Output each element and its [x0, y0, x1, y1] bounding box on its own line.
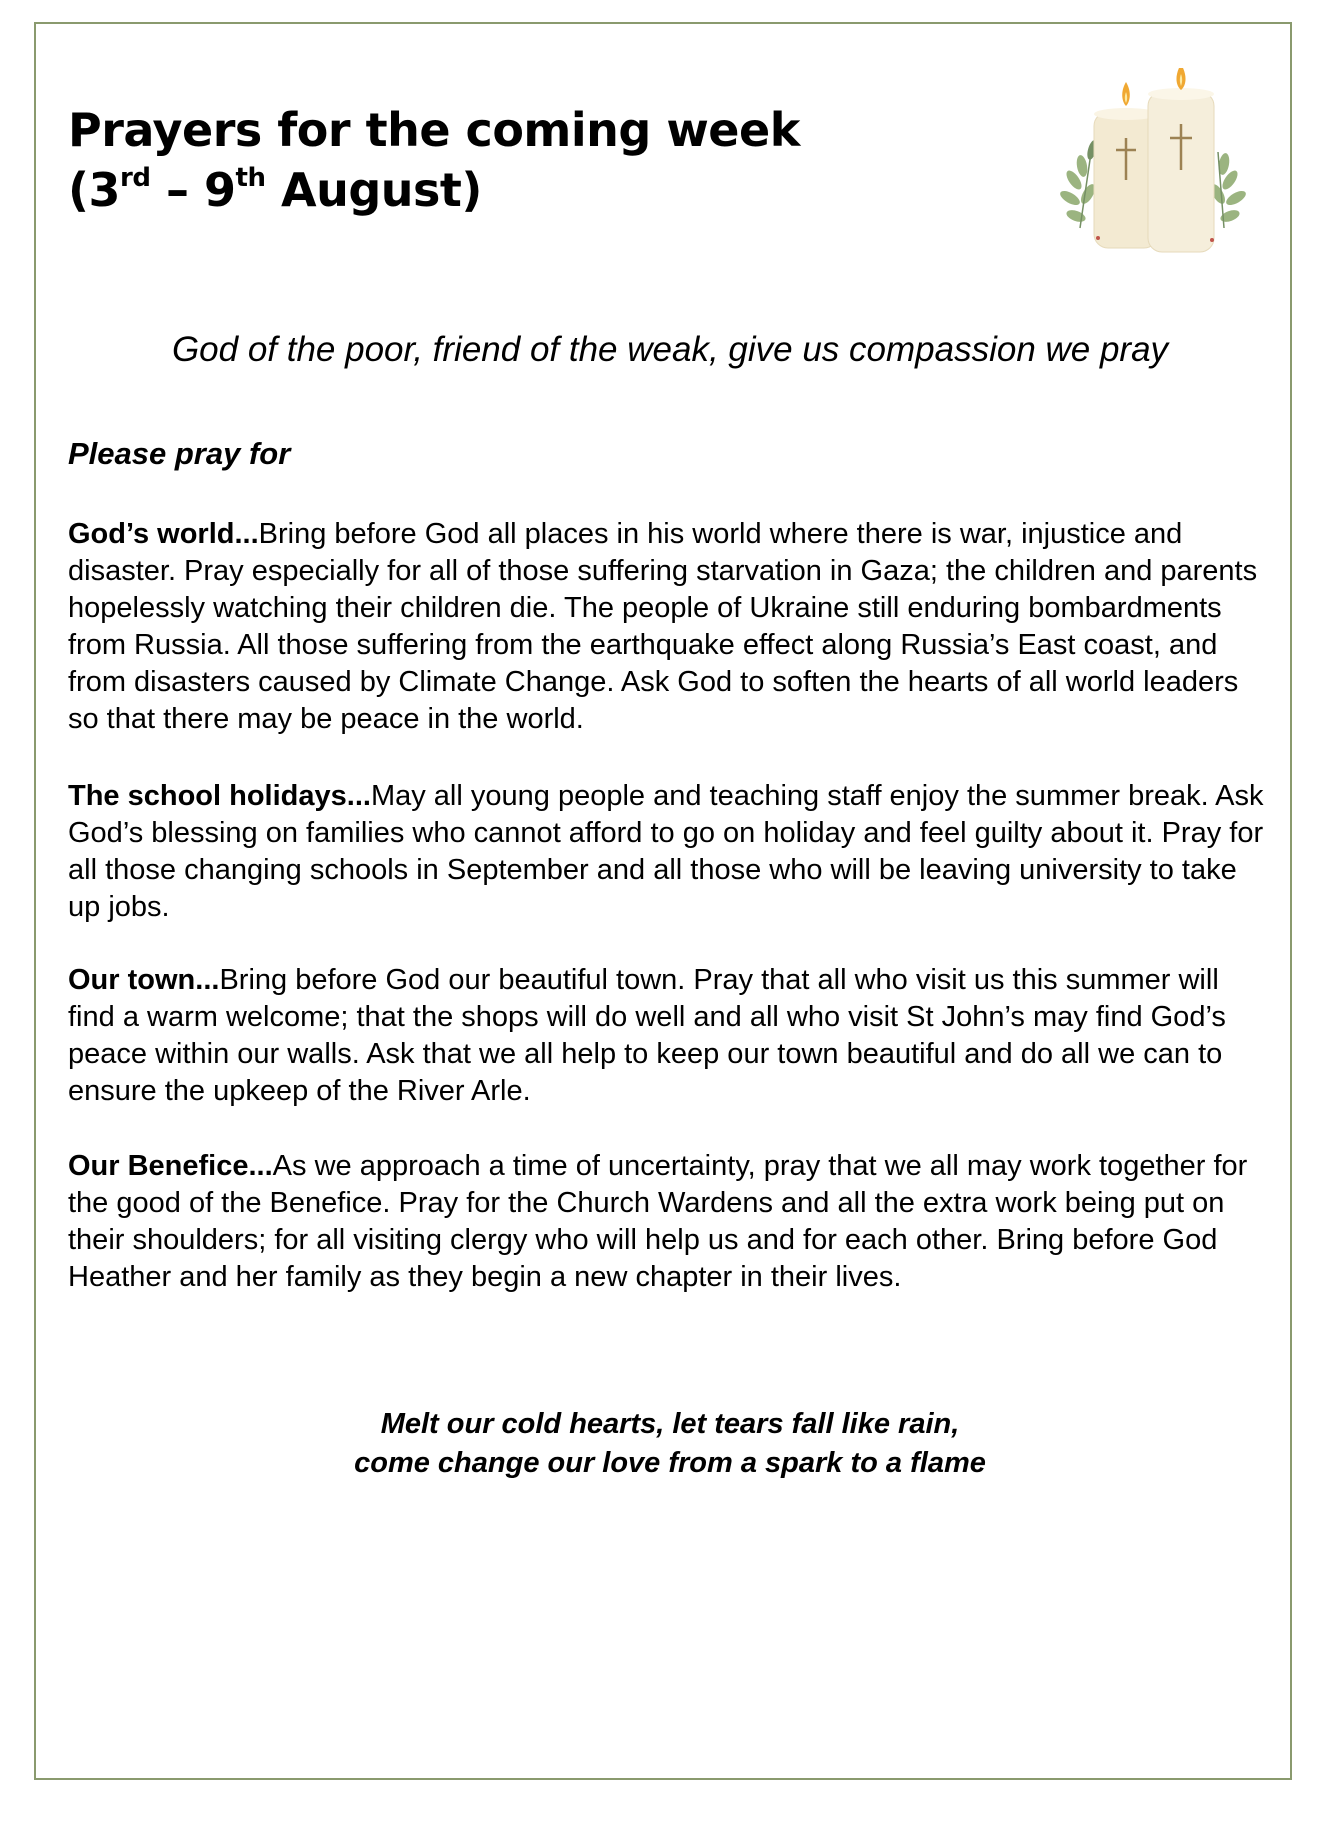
- section-text: As we approach a time of uncertainty, pray that we all may work together for the good of the Benefice. Pray for the Church Wardens and all the extra work being put on their shoulders; for all visiting clergy who will help us and for each other. Bring before God Heather and her family as they begin a new chapter in their lives.: [68, 1150, 1248, 1293]
- month: August): [265, 163, 482, 217]
- end-day: 9: [204, 163, 236, 217]
- section-text: Bring before God our beautiful town. Pray that all who visit us this summer will find a warm welcome; that the shops will do well and all who visit St John’s may find God’s peace within our walls. Ask that we all help to keep our town beautiful and do all we can to ensure the upkeep of the River Arle.: [68, 964, 1226, 1107]
- section-text: Bring before God all places in his world where there is war, injustice and disaster. Pray especially for all of those suffering starvation in Gaza; the children and parents hopelessly watching their children die. The people of Ukraine still enduring bombardments from Russia. All those suffering from the earthquake effect along Russia’s East coast, and from disasters caused by Climate Change. Ask God to soften the hearts of all world leaders so that there may be peace in the world.: [68, 518, 1258, 735]
- page-title: [68, 100, 800, 220]
- title-line-1: Prayers for the coming week: [68, 103, 800, 157]
- candles-illustration: [1052, 68, 1252, 258]
- section-school-holidays: [68, 778, 1268, 926]
- section-text: May all young people and teaching staff enjoy the summer break. Ask God’s blessing on families who cannot afford to go on holiday and feel guilty about it. Pray for all those changing schools in September and all those who will be leaving university to take up jobs.: [68, 780, 1264, 923]
- title-line-2: (3rd – 9th August): [68, 163, 482, 217]
- invocation: God of the poor, friend of the weak, give us compassion we pray: [171, 330, 1169, 369]
- section-heading: Our Benefice...: [68, 1150, 273, 1182]
- closing-line-2: come change our love from a spark to a flame: [354, 1447, 986, 1479]
- left-leaves-icon: [1058, 139, 1098, 228]
- section-gods-world: [68, 516, 1268, 738]
- closing-line-1: Melt our cold hearts, let tears fall like rain,: [380, 1408, 960, 1440]
- start-suffix: rd: [120, 163, 151, 193]
- section-our-benefice: [68, 1148, 1268, 1296]
- end-suffix: th: [235, 163, 266, 193]
- tall-candle-icon: [1148, 68, 1214, 252]
- section-our-town: [68, 962, 1268, 1110]
- start-day: 3: [88, 163, 121, 217]
- section-heading: The school holidays...: [68, 780, 371, 812]
- closing-prayer: [68, 1405, 1272, 1483]
- section-heading: God’s world...: [68, 518, 259, 550]
- intro-heading: Please pray for: [68, 436, 291, 471]
- section-heading: Our town...: [68, 964, 220, 996]
